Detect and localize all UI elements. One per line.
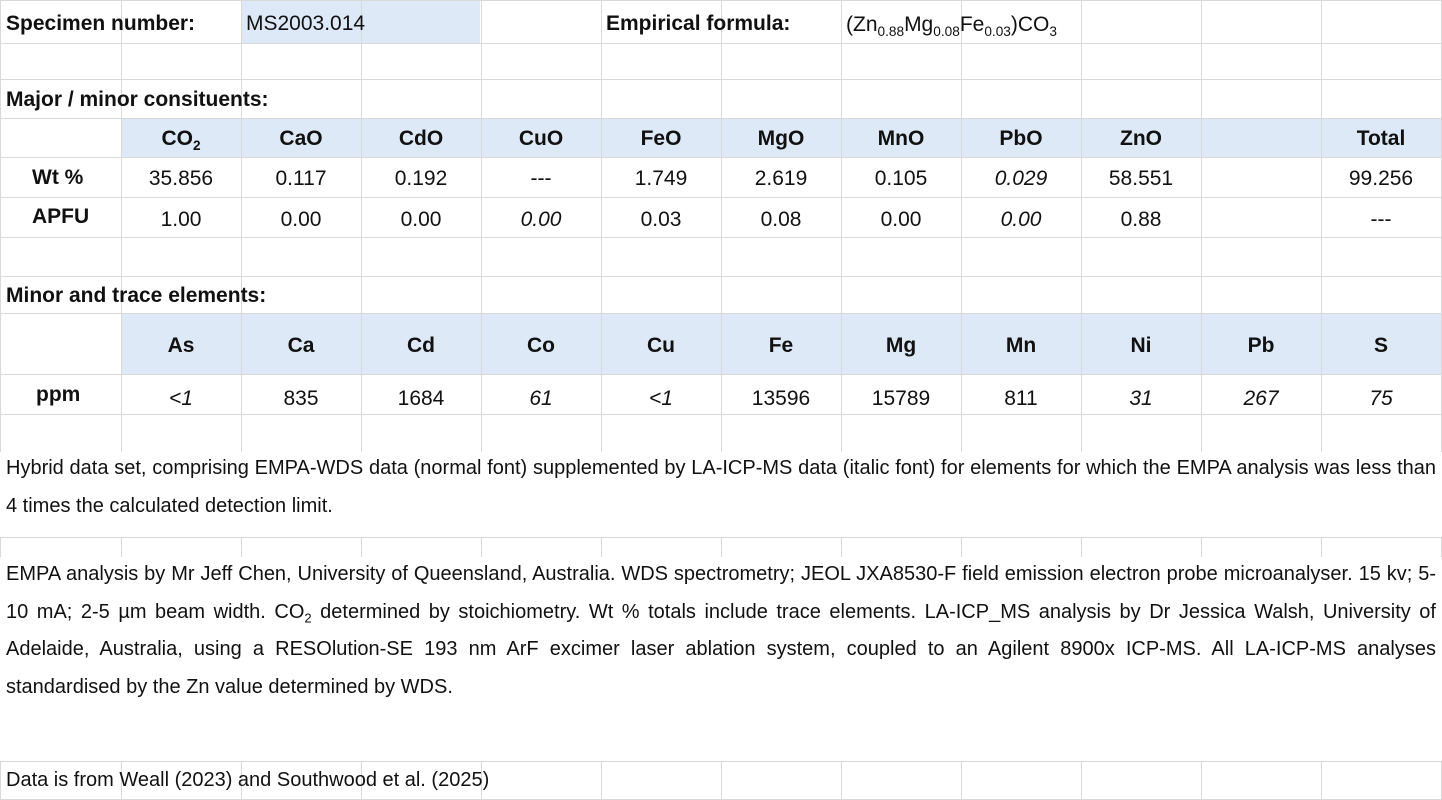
major-value-cell: 0.88	[1120, 208, 1162, 231]
grid-row-line	[0, 237, 1442, 238]
major-value-cell: 99.256	[1348, 167, 1414, 190]
trace-value-cell: <1	[169, 387, 193, 410]
grid-row-line	[0, 197, 1442, 198]
major-header-cell: MgO	[757, 127, 805, 150]
major-value-cell: 0.00	[1000, 208, 1042, 231]
trace-header-cell: Mg	[885, 334, 917, 357]
trace-header-cell: Ni	[1130, 334, 1152, 357]
grid-row-line	[0, 79, 1442, 80]
trace-header-cell: Ca	[287, 334, 315, 357]
trace-value-cell: 13596	[751, 387, 811, 410]
trace-value-cell: 835	[283, 387, 319, 410]
empirical-formula: $(Zn_{0.88}Mg_{0.08}Fe_{0.03})CO_3$	[846, 13, 1057, 39]
major-value-cell: 35.856	[148, 167, 214, 190]
major-header-cell: MnO	[877, 127, 925, 150]
trace-title: Minor and trace elements:	[6, 284, 267, 307]
major-value-cell: 1.749	[634, 167, 688, 190]
trace-header-cell: Mn	[1005, 334, 1037, 357]
major-value-cell: 1.00	[160, 208, 202, 231]
major-value-cell: 0.029	[994, 167, 1048, 190]
major-value-cell: 2.619	[754, 167, 808, 190]
trace-header-cell: S	[1373, 334, 1388, 357]
major-value-cell: 0.00	[400, 208, 442, 231]
major-value-cell: 0.00	[280, 208, 322, 231]
trace-value-cell: 811	[1004, 387, 1038, 410]
major-value-cell: ---	[1370, 208, 1392, 231]
specimen-value[interactable]: MS2003.014	[246, 12, 366, 35]
grid-row-line	[0, 313, 1442, 314]
trace-header-cell: As	[167, 334, 195, 357]
major-header-cell: Total	[1356, 127, 1406, 150]
grid-row-line	[0, 43, 1442, 44]
grid-row-line	[0, 118, 1442, 119]
ppm-row-label: ppm	[36, 383, 81, 406]
note-empa: EMPA analysis by Mr Jeff Chen, University of Queensland, Australia. WDS spectrometry; JEOL JXA8530-F field emission electron probe microanalyser. 15 kv; 5-10 mA; 2-5 µm beam width. $CO_2$ determined by stoichiometry. Wt % totals include trace elements. LA-ICP_MS analysis by Dr Jessica Walsh, University of Adelaide, Australia, using a RESOlution-SE 193 nm ArF excimer laser ablation system, coupled to an Agilent 8900x ICP-MS. All LA-ICP-MS analyses standardised by the Zn value determined by WDS.	[6, 563, 1436, 698]
major-header-cell: PbO	[999, 127, 1043, 150]
major-value-cell: 58.551	[1108, 167, 1174, 190]
trace-value-cell: 61	[529, 387, 553, 410]
trace-header-cell: Fe	[768, 334, 794, 357]
major-value-cell: 0.00	[520, 208, 562, 231]
major-value-cell: ---	[530, 167, 552, 190]
major-header-cell: CuO	[518, 127, 564, 150]
major-title: Major / minor consituents:	[6, 88, 269, 111]
trace-value-cell: 267	[1243, 387, 1279, 410]
trace-value-cell: 31	[1129, 387, 1153, 410]
grid-row-line	[0, 157, 1442, 158]
trace-value-cell: 75	[1369, 387, 1393, 410]
major-value-cell: 0.00	[880, 208, 922, 231]
major-header-cell: $CO_2$	[161, 127, 201, 153]
major-header-cell: CdO	[398, 127, 444, 150]
grid-row-line	[0, 276, 1442, 277]
major-value-cell: 0.08	[760, 208, 802, 231]
note-source: Data is from Weall (2023) and Southwood et al. (2025)	[6, 769, 490, 791]
major-value-cell: 0.105	[874, 167, 928, 190]
trace-header-cell: Cu	[647, 334, 675, 357]
wt-row-label: Wt %	[32, 166, 84, 189]
grid-row-line	[0, 374, 1442, 375]
major-value-cell: 0.192	[394, 167, 448, 190]
trace-value-cell: 15789	[871, 387, 931, 410]
trace-value-cell: 1684	[397, 387, 445, 410]
formula-label: Empirical formula:	[606, 12, 791, 35]
apfu-row-label: APFU	[32, 205, 90, 228]
note-hybrid: Hybrid data set, comprising EMPA-WDS data (normal font) supplemented by LA-ICP-MS data (italic font) for elements for which the EMPA analysis was less than 4 times the calculated detection limit.	[6, 457, 1436, 517]
major-header-cell: FeO	[640, 127, 682, 150]
trace-header-cell: Cd	[407, 334, 435, 357]
major-header-cell: ZnO	[1120, 127, 1162, 150]
trace-header-cell: Co	[527, 334, 555, 357]
co2-subscript: 2	[192, 137, 201, 153]
grid-row-line	[0, 414, 1442, 415]
specimen-label: Specimen number:	[6, 12, 196, 35]
grid-row-line	[0, 537, 1442, 538]
trace-header-cell: Pb	[1247, 334, 1275, 357]
trace-value-cell: <1	[649, 387, 673, 410]
major-value-cell: 0.03	[640, 208, 682, 231]
grid-row-line	[0, 0, 1442, 1]
major-value-cell: 0.117	[275, 167, 327, 190]
major-header-cell: CaO	[279, 127, 323, 150]
grid-row-line	[0, 761, 1442, 762]
